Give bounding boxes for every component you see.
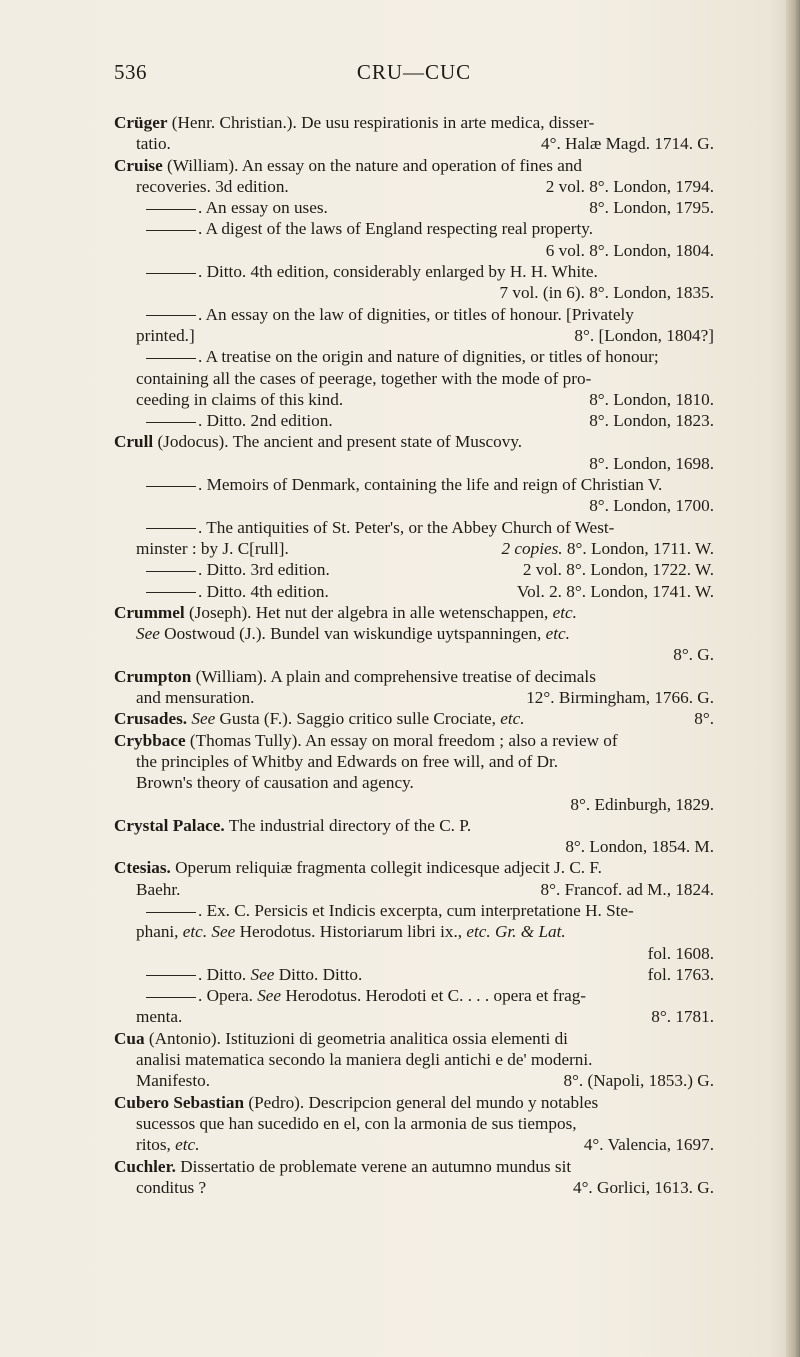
catalogue-line: [114, 218, 714, 239]
catalogue-line: [114, 517, 714, 538]
catalogue-line: [114, 474, 714, 495]
entry-text: See Gusta (F.). Saggio critico sulle Crociate, etc.: [191, 709, 525, 729]
entry-text: (Pedro). Descripcion general del mundo y notables: [244, 1092, 599, 1112]
ditto-dash: [146, 358, 196, 359]
entry-text: (William). A plain and comprehensive treatise of decimals: [191, 666, 596, 686]
entry-text: minster : by J. C[rull].: [136, 538, 289, 558]
catalogue-line: [114, 112, 714, 133]
entry-heading: Cruise: [114, 155, 163, 175]
catalogue-line: [114, 197, 714, 218]
catalogue-line: [114, 368, 714, 389]
imprint: 12°. Birmingham, 1766. G.: [526, 688, 714, 708]
ditto-dash: [146, 273, 196, 274]
entry-text: Baehr.: [136, 879, 181, 899]
entry-text: . Ditto. 2nd edition.: [198, 411, 333, 431]
entry-text: Brown's theory of causation and agency.: [136, 773, 414, 793]
catalogue-line: [114, 900, 714, 921]
imprint: 6 vol. 8°. London, 1804.: [545, 240, 714, 260]
imprint: 2 vol. 8°. London, 1722. W.: [522, 560, 714, 580]
entry-text: (Henr. Christian.). De usu respirationis in arte medica, disser-: [167, 113, 595, 132]
entry-text: tatio.: [136, 134, 171, 154]
ditto-dash: [146, 422, 196, 423]
imprint: 8°. London, 1810.: [589, 389, 714, 409]
catalogue-line: [114, 559, 714, 580]
catalogue-line: [114, 836, 714, 857]
imprint: 8°. G.: [673, 645, 714, 665]
catalogue-line: [114, 1028, 714, 1049]
entry-heading: Cua: [114, 1028, 145, 1048]
catalogue-line: [114, 261, 714, 282]
imprint: 4°. Gorlici, 1613. G.: [572, 1177, 714, 1197]
entry-text: (Thomas Tully). An essay on moral freedom ; also a review of: [185, 730, 618, 750]
catalogue-line: [114, 857, 714, 878]
entry-text: analisi matematica secondo la maniera degli antichi e de' moderni.: [136, 1050, 593, 1070]
entry-text: menta.: [136, 1007, 183, 1027]
entry-text: The industrial directory of the C. P.: [224, 815, 472, 835]
catalogue-line: [114, 346, 714, 367]
entry-text: phani, etc. See Herodotus. Historiarum libri ix., etc. Gr. & Lat.: [136, 922, 566, 942]
catalogue-line: [114, 602, 714, 623]
ditto-dash: [146, 486, 196, 487]
entry-heading: Crull: [114, 432, 154, 452]
entry-text: . Ditto. 4th edition.: [198, 581, 329, 601]
entry-text: ceeding in claims of this kind.: [136, 389, 344, 409]
imprint: 8°. (Napoli, 1853.) G.: [563, 1071, 714, 1091]
catalogue-line: [114, 1134, 714, 1155]
imprint: 4°. Halæ Magd. 1714. G.: [540, 134, 714, 154]
entry-text: . Ex. C. Persicis et Indicis excerpta, cum interpretatione H. Ste-: [198, 900, 634, 920]
catalogue-line: [114, 304, 714, 325]
running-head: [114, 60, 714, 90]
entry-text: conditus ?: [136, 1177, 207, 1197]
catalogue-line: [114, 708, 714, 729]
entry-text: Dissertatio de problemate verene an autumno mundus sit: [175, 1156, 572, 1176]
page-edge: [786, 0, 800, 1357]
entry-text: containing all the cases of peerage, together with the mode of pro-: [136, 368, 592, 388]
entry-text: . Memoirs of Denmark, containing the life and reign of Christian V.: [198, 475, 663, 495]
entry-heading: Crusades.: [114, 709, 188, 729]
ditto-dash: [146, 997, 196, 998]
entry-text: Manifesto.: [136, 1071, 210, 1091]
imprint: 4°. Valencia, 1697.: [583, 1135, 714, 1155]
entry-heading: Ctesias.: [114, 858, 171, 878]
entry-heading: Cubero Sebastian: [114, 1092, 245, 1112]
entry-text: recoveries. 3d edition.: [136, 176, 289, 196]
catalogue-line: [114, 389, 714, 410]
entry-text: (Antonio). Istituzioni di geometria analitica ossia elementi di: [144, 1028, 568, 1048]
catalogue-line: [114, 794, 714, 815]
imprint: 8°. [London, 1804?]: [574, 325, 714, 345]
ditto-dash: [146, 315, 196, 316]
catalogue-line: [114, 921, 714, 942]
catalogue-line: [114, 879, 714, 900]
entry-heading: Crumpton: [114, 666, 192, 686]
catalogue-line: [114, 943, 714, 964]
entry-text: (Joseph). Het nut der algebra in alle wetenschappen, etc.: [184, 602, 577, 622]
imprint: 2 copies. 8°. London, 1711. W.: [501, 538, 714, 558]
catalogue-line: [114, 985, 714, 1006]
catalogue-line: [114, 453, 714, 474]
catalogue-line: [114, 815, 714, 836]
catalogue-line: [114, 282, 714, 303]
catalogue-line: [114, 155, 714, 176]
catalogue-line: [114, 495, 714, 516]
ditto-dash: [146, 912, 196, 913]
entry-text: and mensuration.: [136, 688, 255, 708]
entry-text: . The antiquities of St. Peter's, or the Abbey Church of West-: [198, 517, 615, 537]
catalogue-line: [114, 176, 714, 197]
imprint: 8°. London, 1698.: [589, 453, 714, 473]
catalogue-entries: [114, 112, 714, 1198]
catalogue-line: [114, 240, 714, 261]
imprint: 8°. London, 1795.: [589, 198, 714, 218]
entry-text: . Ditto. See Ditto. Ditto.: [198, 964, 363, 984]
ditto-dash: [146, 230, 196, 231]
catalogue-line: [114, 538, 714, 559]
entry-text: . Opera. See Herodotus. Herodoti et C. . . . opera et frag-: [198, 986, 587, 1006]
entry-text: . Ditto. 4th edition, considerably enlarged by H. H. White.: [198, 262, 598, 282]
catalogue-line: [114, 133, 714, 154]
catalogue-line: [114, 772, 714, 793]
catalogue-line: [114, 1113, 714, 1134]
imprint: 8°. Francof. ad M., 1824.: [540, 879, 714, 899]
catalogue-line: [114, 666, 714, 687]
imprint: 8°. London, 1700.: [589, 496, 714, 516]
catalogue-line: [114, 1049, 714, 1070]
ditto-dash: [146, 592, 196, 593]
entry-text: sucessos que han sucedido en el, con la armonia de sus tiempos,: [136, 1113, 577, 1133]
ditto-dash: [146, 528, 196, 529]
imprint: 2 vol. 8°. London, 1794.: [545, 176, 714, 196]
catalogue-line: [114, 1006, 714, 1027]
entry-text: . An essay on the law of dignities, or titles of honour. [Privately: [198, 304, 634, 324]
ditto-dash: [146, 209, 196, 210]
entry-text: . A digest of the laws of England respecting real property.: [198, 219, 594, 239]
catalogue-line: [114, 325, 714, 346]
ditto-dash: [146, 975, 196, 976]
entry-text: See Oostwoud (J.). Bundel van wiskundige uytspanningen, etc.: [136, 624, 570, 644]
imprint: 8°. 1781.: [651, 1007, 714, 1027]
entry-text: ritos, etc.: [136, 1135, 200, 1155]
catalogue-line: [114, 751, 714, 772]
page-number: 536: [114, 60, 147, 84]
catalogue-line: [114, 431, 714, 452]
imprint: fol. 1763.: [647, 964, 714, 984]
entry-text: . Ditto. 3rd edition.: [198, 560, 330, 580]
catalogue-line: [114, 644, 714, 665]
catalogue-line: [114, 687, 714, 708]
entry-heading: Crummel: [114, 602, 185, 622]
entry-text: (William). An essay on the nature and operation of fines and: [162, 155, 583, 175]
catalogue-line: [114, 730, 714, 751]
entry-heading: Crüger: [114, 113, 168, 132]
catalogue-line: [114, 623, 714, 644]
entry-text: (Jodocus). The ancient and present state of Muscovy.: [153, 432, 523, 452]
imprint: 7 vol. (in 6). 8°. London, 1835.: [499, 283, 714, 303]
entry-heading: Crystal Palace.: [114, 815, 225, 835]
entry-text: . A treatise on the origin and nature of dignities, or titles of honour;: [198, 347, 659, 367]
catalogue-line: [114, 410, 714, 431]
imprint: 8°. London, 1854. M.: [565, 837, 714, 857]
entry-text: printed.]: [136, 325, 195, 345]
imprint: 8°. London, 1823.: [589, 411, 714, 431]
catalogue-line: [114, 1070, 714, 1091]
imprint: fol. 1608.: [647, 943, 714, 963]
catalogue-line: [114, 581, 714, 602]
ditto-dash: [146, 571, 196, 572]
entry-heading: Crybbace: [114, 730, 186, 750]
imprint: 8°. Edinburgh, 1829.: [570, 794, 714, 814]
imprint: 8°.: [694, 709, 714, 729]
entry-text: the principles of Whitby and Edwards on free will, and of Dr.: [136, 751, 559, 771]
catalogue-line: [114, 1177, 714, 1198]
entry-text: . An essay on uses.: [198, 198, 328, 218]
entry-heading: Cuchler.: [114, 1156, 176, 1176]
catalogue-line: [114, 964, 714, 985]
running-title: CRU—CUC: [356, 60, 472, 84]
entry-text: Operum reliquiæ fragmenta collegit indicesque adjecit J. C. F.: [170, 858, 602, 878]
imprint: Vol. 2. 8°. London, 1741. W.: [516, 581, 714, 601]
catalogue-line: [114, 1156, 714, 1177]
catalogue-line: [114, 1092, 714, 1113]
